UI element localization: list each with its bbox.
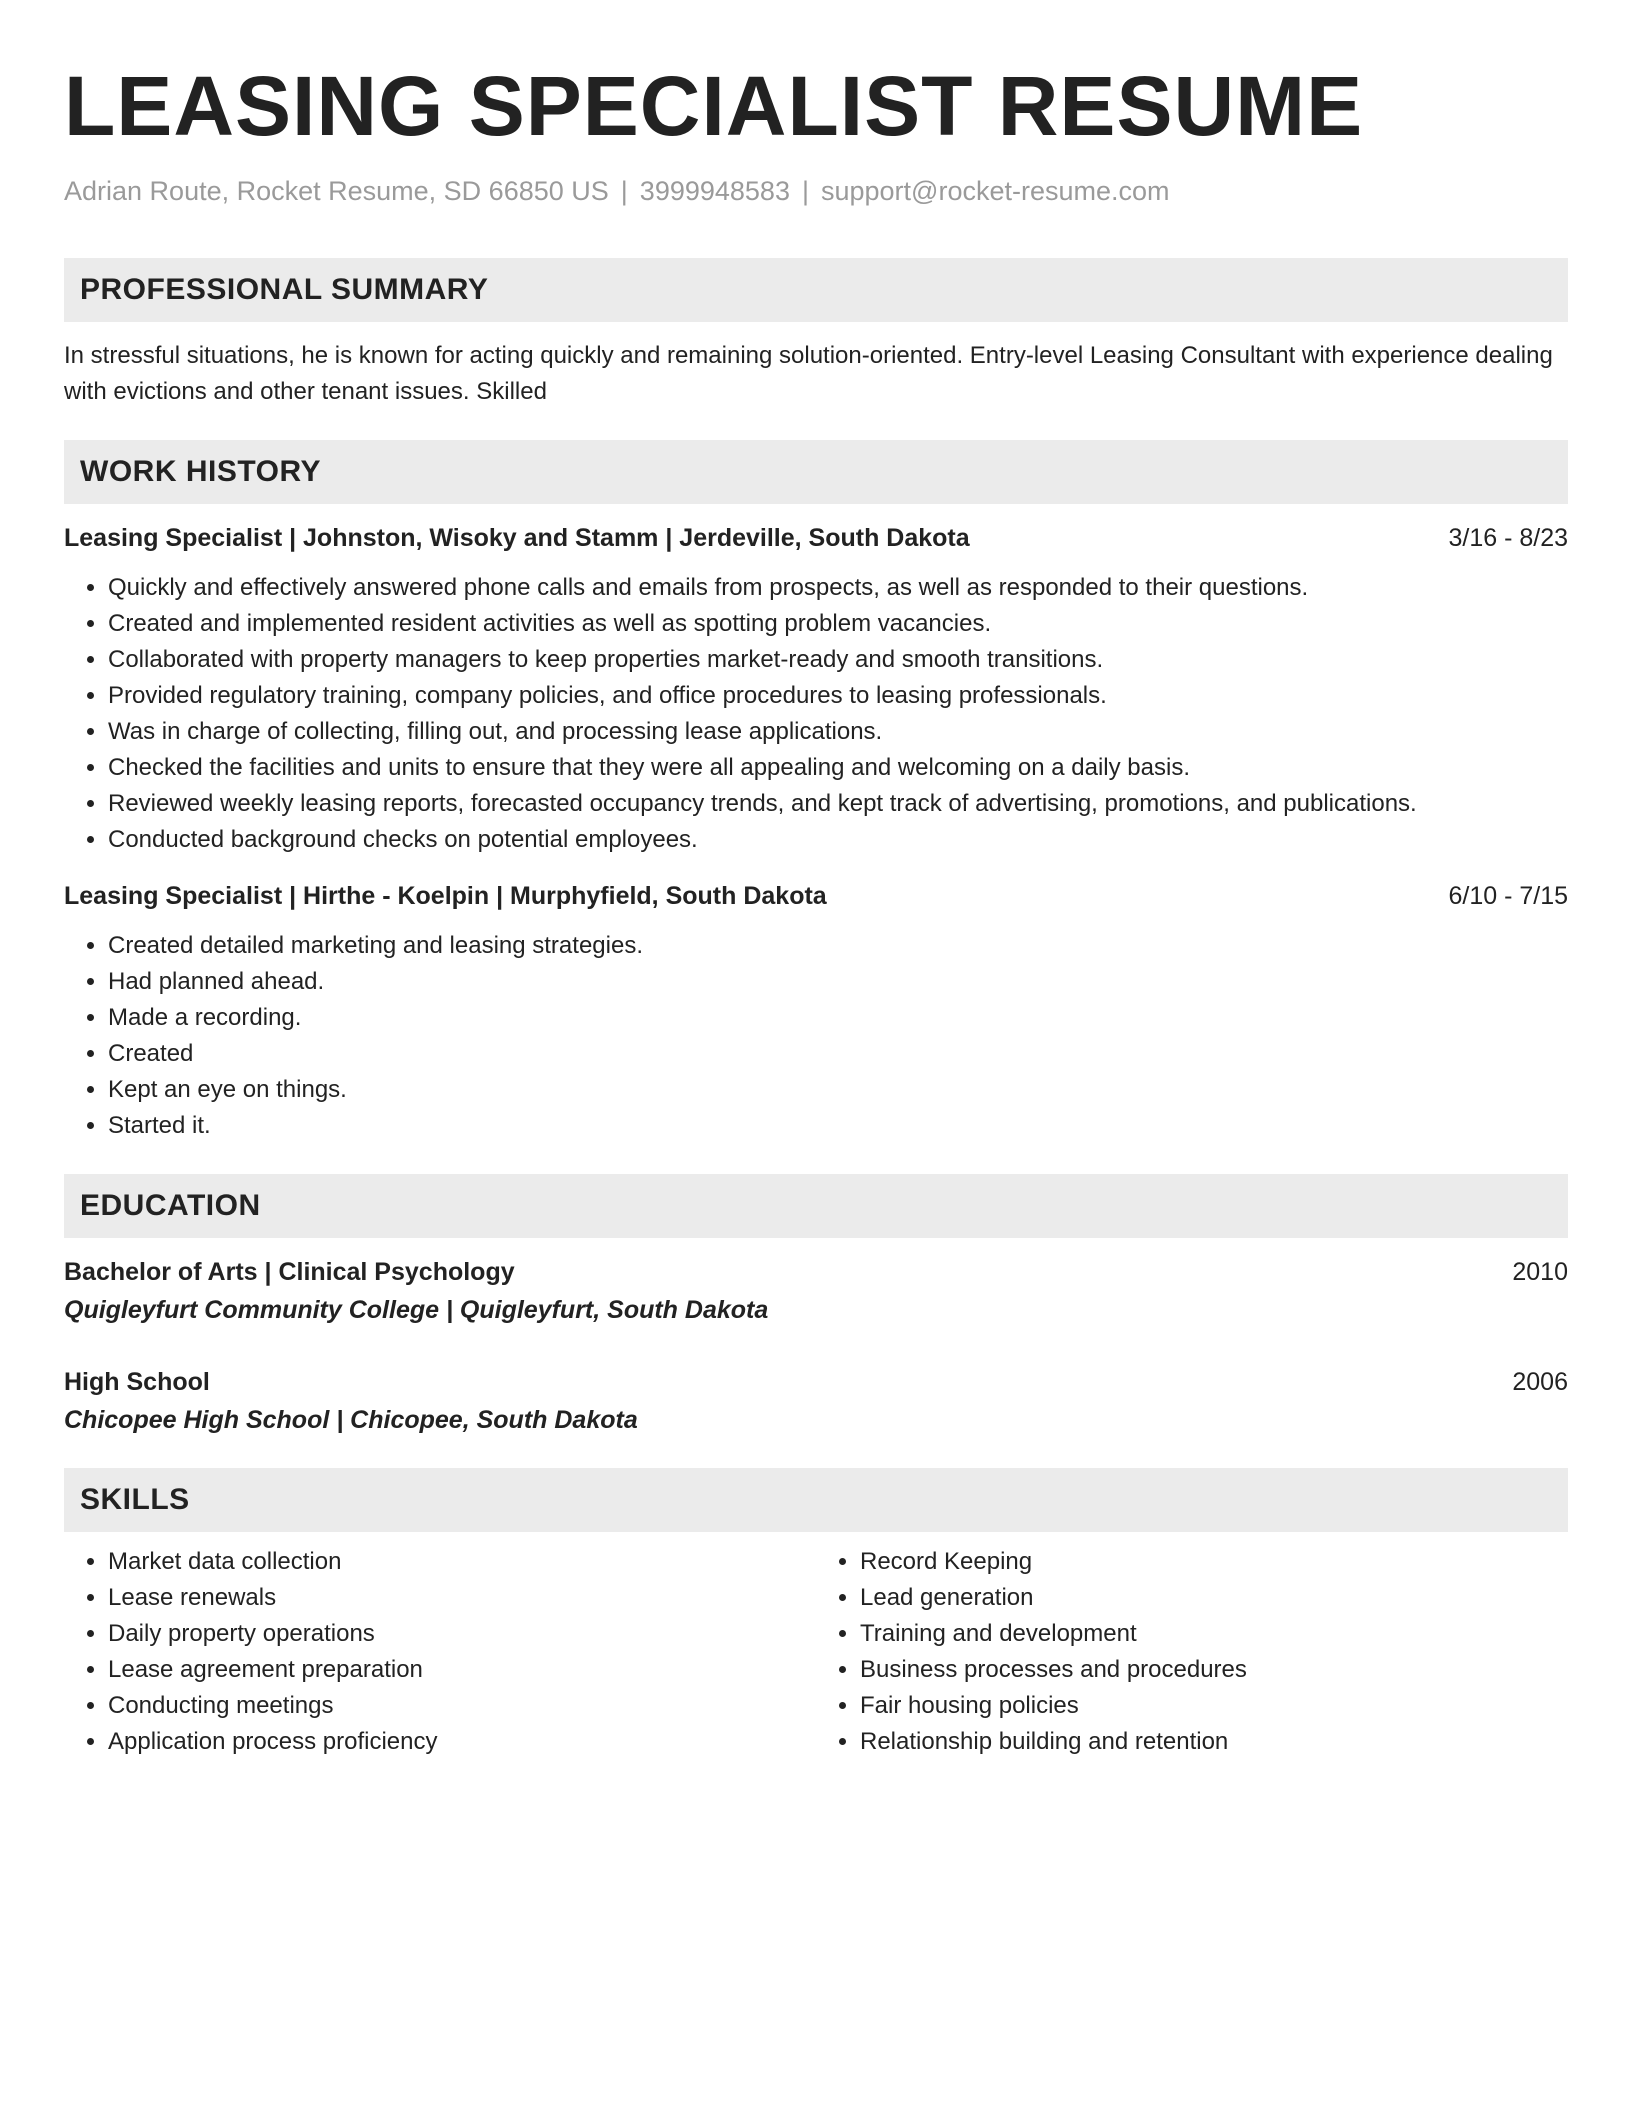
job-header [64, 520, 1568, 556]
contact-separator: | [801, 176, 809, 206]
skill-item: • Fair housing policies [860, 1688, 1568, 1724]
job-bullet: • Created and implemented resident activities as well as spotting problem vacancies. [108, 606, 1568, 642]
skills-heading: SKILLS [64, 1468, 1568, 1532]
summary-section [64, 258, 1568, 410]
education-school: Quigleyfurt Community College | Quigleyfurt, South Dakota [64, 1296, 769, 1324]
job-entry [64, 520, 1568, 858]
job-bullet: • Created [108, 1036, 1568, 1072]
contact-address: Adrian Route, Rocket Resume, SD 66850 US [64, 176, 609, 206]
job-bullet: • Provided regulatory training, company policies, and office procedures to leasing professionals. [108, 678, 1568, 714]
education-degree: Bachelor of Arts | Clinical Psychology [64, 1258, 515, 1286]
education-year: 2010 [1512, 1258, 1568, 1286]
job-title: Leasing Specialist | Johnston, Wisoky and Stamm | Jerdeville, South Dakota [64, 524, 970, 552]
education-heading: EDUCATION [64, 1174, 1568, 1238]
job-dates: 3/16 - 8/23 [1448, 524, 1568, 552]
skills-columns [64, 1544, 1568, 1760]
job-bullet: • Made a recording. [108, 1000, 1568, 1036]
skills-left-list [64, 1544, 816, 1760]
job-bullet: • Started it. [108, 1108, 1568, 1144]
education-year: 2006 [1512, 1368, 1568, 1396]
job-bullet: • Checked the facilities and units to ensure that they were all appealing and welcoming on a daily basis. [108, 750, 1568, 786]
skills-right-list [816, 1544, 1568, 1760]
job-bullet: • Conducted background checks on potential employees. [108, 822, 1568, 858]
job-bullet: • Kept an eye on things. [108, 1072, 1568, 1108]
job-bullet: • Quickly and effectively answered phone calls and emails from prospects, as well as responded to their questions. [108, 570, 1568, 606]
education-section [64, 1174, 1568, 1438]
education-school: Chicopee High School | Chicopee, South Dakota [64, 1406, 638, 1434]
job-title: Leasing Specialist | Hirthe - Koelpin | Murphyfield, South Dakota [64, 882, 827, 910]
job-bullet: • Created detailed marketing and leasing strategies. [108, 928, 1568, 964]
contact-phone: 3999948583 [639, 176, 790, 206]
skill-item: • Market data collection [108, 1544, 816, 1580]
summary-text: In stressful situations, he is known for acting quickly and remaining solution-oriented. Entry-level Leasing Consultant with experience dealing with evictions and other tenant issues. Skilled [64, 342, 1553, 405]
skill-item: • Daily property operations [108, 1616, 816, 1652]
job-entry [64, 878, 1568, 1144]
job-bullets [64, 570, 1568, 858]
education-header [64, 1364, 1568, 1400]
summary-heading: PROFESSIONAL SUMMARY [64, 258, 1568, 322]
skill-item: • Business processes and procedures [860, 1652, 1568, 1688]
skill-item: • Relationship building and retention [860, 1724, 1568, 1760]
education-degree: High School [64, 1368, 210, 1396]
skill-item: • Training and development [860, 1616, 1568, 1652]
job-bullets [64, 928, 1568, 1144]
resume-title: LEASING SPECIALIST RESUME [64, 59, 1364, 153]
work-section [64, 440, 1568, 1144]
education-entry [64, 1364, 1568, 1438]
skills-section [64, 1468, 1568, 1760]
skill-item: • Lease renewals [108, 1580, 816, 1616]
job-bullet: • Had planned ahead. [108, 964, 1568, 1000]
education-entry [64, 1254, 1568, 1328]
job-bullet: • Collaborated with property managers to keep properties market-ready and smooth transitions. [108, 642, 1568, 678]
work-heading: WORK HISTORY [64, 440, 1568, 504]
contact-separator: | [620, 176, 628, 206]
skill-item: • Record Keeping [860, 1544, 1568, 1580]
education-header [64, 1254, 1568, 1290]
skill-item: • Conducting meetings [108, 1688, 816, 1724]
skill-item: • Lead generation [860, 1580, 1568, 1616]
job-bullet: • Reviewed weekly leasing reports, forecasted occupancy trends, and kept track of advertising, promotions, and publications. [108, 786, 1568, 822]
contact-line [64, 174, 1568, 208]
job-header [64, 878, 1568, 914]
job-bullet: • Was in charge of collecting, filling out, and processing lease applications. [108, 714, 1568, 750]
contact-email: support@rocket-resume.com [820, 176, 1170, 206]
skill-item: • Lease agreement preparation [108, 1652, 816, 1688]
job-dates: 6/10 - 7/15 [1448, 882, 1568, 910]
skill-item: • Application process proficiency [108, 1724, 816, 1760]
